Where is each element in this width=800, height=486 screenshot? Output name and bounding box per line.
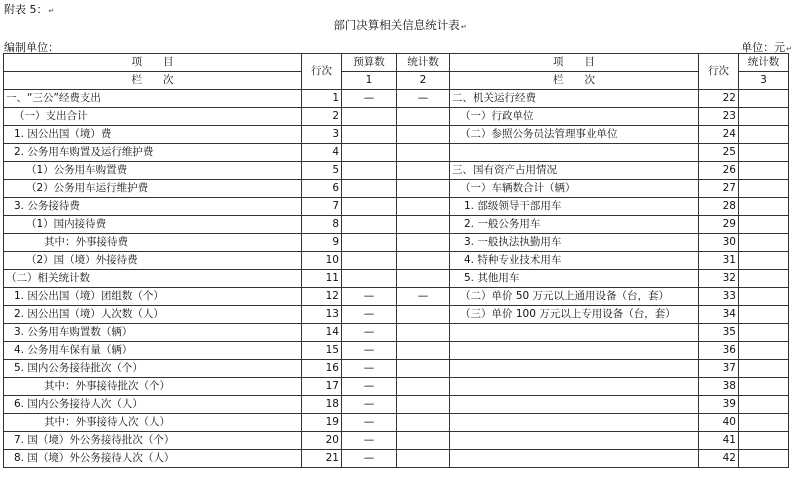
right-item-cell: 4. 特种专业技术用车	[450, 252, 699, 270]
budget-cell	[342, 270, 397, 288]
left-item-cell: 一、“三公”经费支出	[4, 90, 302, 108]
stat-cell	[397, 414, 450, 432]
budget-cell: —	[342, 342, 397, 360]
budget-cell: —	[342, 396, 397, 414]
left-row-no-cell: 6	[302, 180, 342, 198]
budget-header: 预算数	[342, 54, 397, 72]
item-header-left: 项 目	[4, 54, 302, 72]
left-item-cell: 其中：外事接待批次（个）	[4, 378, 302, 396]
right-stat-cell	[739, 306, 789, 324]
left-item-cell: 3. 公务接待费	[4, 198, 302, 216]
table-body	[4, 90, 789, 468]
stat-cell	[397, 396, 450, 414]
budget-cell	[342, 126, 397, 144]
table-row	[4, 450, 789, 468]
right-item-cell: 5. 其他用车	[450, 270, 699, 288]
right-row-no-cell: 27	[699, 180, 739, 198]
right-stat-cell	[739, 396, 789, 414]
left-row-no-cell: 13	[302, 306, 342, 324]
left-row-no-cell: 5	[302, 162, 342, 180]
right-stat-cell	[739, 216, 789, 234]
right-row-no-cell: 33	[699, 288, 739, 306]
table-row	[4, 90, 789, 108]
right-item-cell	[450, 360, 699, 378]
left-row-no-cell: 7	[302, 198, 342, 216]
table-row	[4, 414, 789, 432]
right-item-cell	[450, 144, 699, 162]
left-row-no-cell: 12	[302, 288, 342, 306]
page-title: 部门决算相关信息统计表↵	[333, 18, 467, 32]
left-item-cell: （二）相关统计数	[4, 270, 302, 288]
stat-cell	[397, 144, 450, 162]
left-item-cell: 其中：外事接待人次（人）	[4, 414, 302, 432]
right-row-no-cell: 23	[699, 108, 739, 126]
right-row-no-cell: 29	[699, 216, 739, 234]
right-row-no-cell: 34	[699, 306, 739, 324]
left-item-cell: 2. 因公出国（境）人次数（人）	[4, 306, 302, 324]
table-row	[4, 180, 789, 198]
attachment-label: 附表 5：↵	[4, 3, 55, 16]
left-item-cell: 4. 公务用车保有量（辆）	[4, 342, 302, 360]
right-stat-cell	[739, 342, 789, 360]
left-item-cell: 1. 因公出国（境）团组数（个）	[4, 288, 302, 306]
left-item-cell: 2. 公务用车购置及运行维护费	[4, 144, 302, 162]
right-row-no-cell: 40	[699, 414, 739, 432]
left-item-cell: 6. 国内公务接待人次（人）	[4, 396, 302, 414]
stat-col-no-left: 2	[397, 72, 450, 90]
right-row-no-cell: 35	[699, 324, 739, 342]
table-row	[4, 126, 789, 144]
table-row	[4, 324, 789, 342]
stat-header-right: 统计数	[739, 54, 789, 72]
right-stat-cell	[739, 360, 789, 378]
header-row-2	[4, 72, 789, 90]
compiler-label: 编制单位：	[4, 41, 59, 54]
stat-cell	[397, 234, 450, 252]
table-row	[4, 360, 789, 378]
right-stat-cell	[739, 324, 789, 342]
right-stat-cell	[739, 108, 789, 126]
right-row-no-cell: 42	[699, 450, 739, 468]
right-stat-cell	[739, 234, 789, 252]
stat-header-left: 统计数	[397, 54, 450, 72]
right-row-no-cell: 31	[699, 252, 739, 270]
right-row-no-cell: 24	[699, 126, 739, 144]
table-row	[4, 198, 789, 216]
col-label-left: 栏 次	[4, 72, 302, 90]
right-item-cell: 二、机关运行经费	[450, 90, 699, 108]
left-row-no-cell: 19	[302, 414, 342, 432]
stat-cell: —	[397, 288, 450, 306]
right-item-cell	[450, 414, 699, 432]
left-item-cell: 其中：外事接待费	[4, 234, 302, 252]
right-stat-cell	[739, 414, 789, 432]
right-stat-cell	[739, 90, 789, 108]
right-row-no-cell: 28	[699, 198, 739, 216]
left-item-cell: （1）公务用车购置费	[4, 162, 302, 180]
right-item-cell	[450, 378, 699, 396]
right-item-cell: （二）单价 50 万元以上通用设备（台，套）	[450, 288, 699, 306]
right-item-cell: 三、国有资产占用情况	[450, 162, 699, 180]
table-row	[4, 162, 789, 180]
stat-cell	[397, 162, 450, 180]
budget-cell	[342, 252, 397, 270]
budget-cell	[342, 234, 397, 252]
right-stat-cell	[739, 252, 789, 270]
table-row	[4, 306, 789, 324]
stat-cell	[397, 198, 450, 216]
budget-cell	[342, 198, 397, 216]
table-row	[4, 108, 789, 126]
budget-cell: —	[342, 414, 397, 432]
right-item-cell	[450, 342, 699, 360]
row-no-header-right: 行次	[699, 54, 739, 90]
left-row-no-cell: 4	[302, 144, 342, 162]
right-item-cell: 3. 一般执法执勤用车	[450, 234, 699, 252]
unit-label: 单位：元↵	[741, 41, 792, 54]
budget-cell	[342, 216, 397, 234]
table-row	[4, 432, 789, 450]
left-row-no-cell: 3	[302, 126, 342, 144]
budget-cell	[342, 108, 397, 126]
right-stat-cell	[739, 270, 789, 288]
right-item-cell: （一）行政单位	[450, 108, 699, 126]
right-row-no-cell: 36	[699, 342, 739, 360]
left-row-no-cell: 15	[302, 342, 342, 360]
row-no-header-left: 行次	[302, 54, 342, 90]
left-item-cell: （2）国（境）外接待费	[4, 252, 302, 270]
left-item-cell: 5. 国内公务接待批次（个）	[4, 360, 302, 378]
stat-cell	[397, 216, 450, 234]
right-item-cell: （三）单价 100 万元以上专用设备（台，套）	[450, 306, 699, 324]
right-stat-cell	[739, 144, 789, 162]
stat-cell	[397, 342, 450, 360]
header-row-1	[4, 54, 789, 72]
right-row-no-cell: 41	[699, 432, 739, 450]
stat-cell	[397, 360, 450, 378]
left-row-no-cell: 21	[302, 450, 342, 468]
stat-cell	[397, 252, 450, 270]
stat-cell	[397, 432, 450, 450]
right-row-no-cell: 38	[699, 378, 739, 396]
left-item-cell: （一）支出合计	[4, 108, 302, 126]
right-stat-cell	[739, 288, 789, 306]
left-item-cell: 8. 国（境）外公务接待人次（人）	[4, 450, 302, 468]
left-row-no-cell: 9	[302, 234, 342, 252]
item-header-right: 项 目	[450, 54, 699, 72]
right-row-no-cell: 25	[699, 144, 739, 162]
budget-cell	[342, 180, 397, 198]
left-item-cell: 1. 因公出国（境）费	[4, 126, 302, 144]
right-row-no-cell: 30	[699, 234, 739, 252]
table-row	[4, 216, 789, 234]
table-row	[4, 252, 789, 270]
right-row-no-cell: 32	[699, 270, 739, 288]
budget-cell: —	[342, 90, 397, 108]
left-row-no-cell: 14	[302, 324, 342, 342]
right-stat-cell	[739, 126, 789, 144]
right-item-cell: （一）车辆数合计（辆）	[450, 180, 699, 198]
right-stat-cell	[739, 450, 789, 468]
right-item-cell: 2. 一般公务用车	[450, 216, 699, 234]
right-item-cell: （二）参照公务员法管理事业单位	[450, 126, 699, 144]
right-item-cell	[450, 450, 699, 468]
right-stat-cell	[739, 432, 789, 450]
right-row-no-cell: 26	[699, 162, 739, 180]
left-row-no-cell: 11	[302, 270, 342, 288]
budget-cell	[342, 162, 397, 180]
left-item-cell: （1）国内接待费	[4, 216, 302, 234]
stat-cell	[397, 180, 450, 198]
table-row	[4, 270, 789, 288]
statistics-table	[3, 53, 789, 468]
left-item-cell: （2）公务用车运行维护费	[4, 180, 302, 198]
budget-col-no: 1	[342, 72, 397, 90]
right-stat-cell	[739, 378, 789, 396]
stat-cell	[397, 270, 450, 288]
table-row	[4, 234, 789, 252]
right-row-no-cell: 37	[699, 360, 739, 378]
budget-cell: —	[342, 378, 397, 396]
budget-cell: —	[342, 306, 397, 324]
right-stat-cell	[739, 180, 789, 198]
budget-cell: —	[342, 288, 397, 306]
left-row-no-cell: 16	[302, 360, 342, 378]
budget-cell: —	[342, 360, 397, 378]
table-row	[4, 288, 789, 306]
stat-cell	[397, 324, 450, 342]
right-item-cell	[450, 432, 699, 450]
left-row-no-cell: 10	[302, 252, 342, 270]
budget-cell: —	[342, 324, 397, 342]
right-stat-cell	[739, 198, 789, 216]
left-item-cell: 7. 国（境）外公务接待批次（个）	[4, 432, 302, 450]
stat-cell	[397, 108, 450, 126]
left-row-no-cell: 1	[302, 90, 342, 108]
col-label-right: 栏 次	[450, 72, 699, 90]
left-row-no-cell: 17	[302, 378, 342, 396]
left-row-no-cell: 8	[302, 216, 342, 234]
stat-cell	[397, 126, 450, 144]
right-item-cell: 1. 部级领导干部用车	[450, 198, 699, 216]
right-item-cell	[450, 396, 699, 414]
right-stat-cell	[739, 162, 789, 180]
budget-cell: —	[342, 450, 397, 468]
stat-cell	[397, 450, 450, 468]
left-item-cell: 3. 公务用车购置数（辆）	[4, 324, 302, 342]
left-row-no-cell: 20	[302, 432, 342, 450]
left-row-no-cell: 18	[302, 396, 342, 414]
right-row-no-cell: 22	[699, 90, 739, 108]
budget-cell: —	[342, 432, 397, 450]
right-item-cell	[450, 324, 699, 342]
stat-cell	[397, 306, 450, 324]
table-row	[4, 144, 789, 162]
budget-cell	[342, 144, 397, 162]
stat-cell	[397, 378, 450, 396]
stat-cell: —	[397, 90, 450, 108]
table-row	[4, 396, 789, 414]
table-row	[4, 342, 789, 360]
table-row	[4, 378, 789, 396]
left-row-no-cell: 2	[302, 108, 342, 126]
stat-col-no-right: 3	[739, 72, 789, 90]
right-row-no-cell: 39	[699, 396, 739, 414]
